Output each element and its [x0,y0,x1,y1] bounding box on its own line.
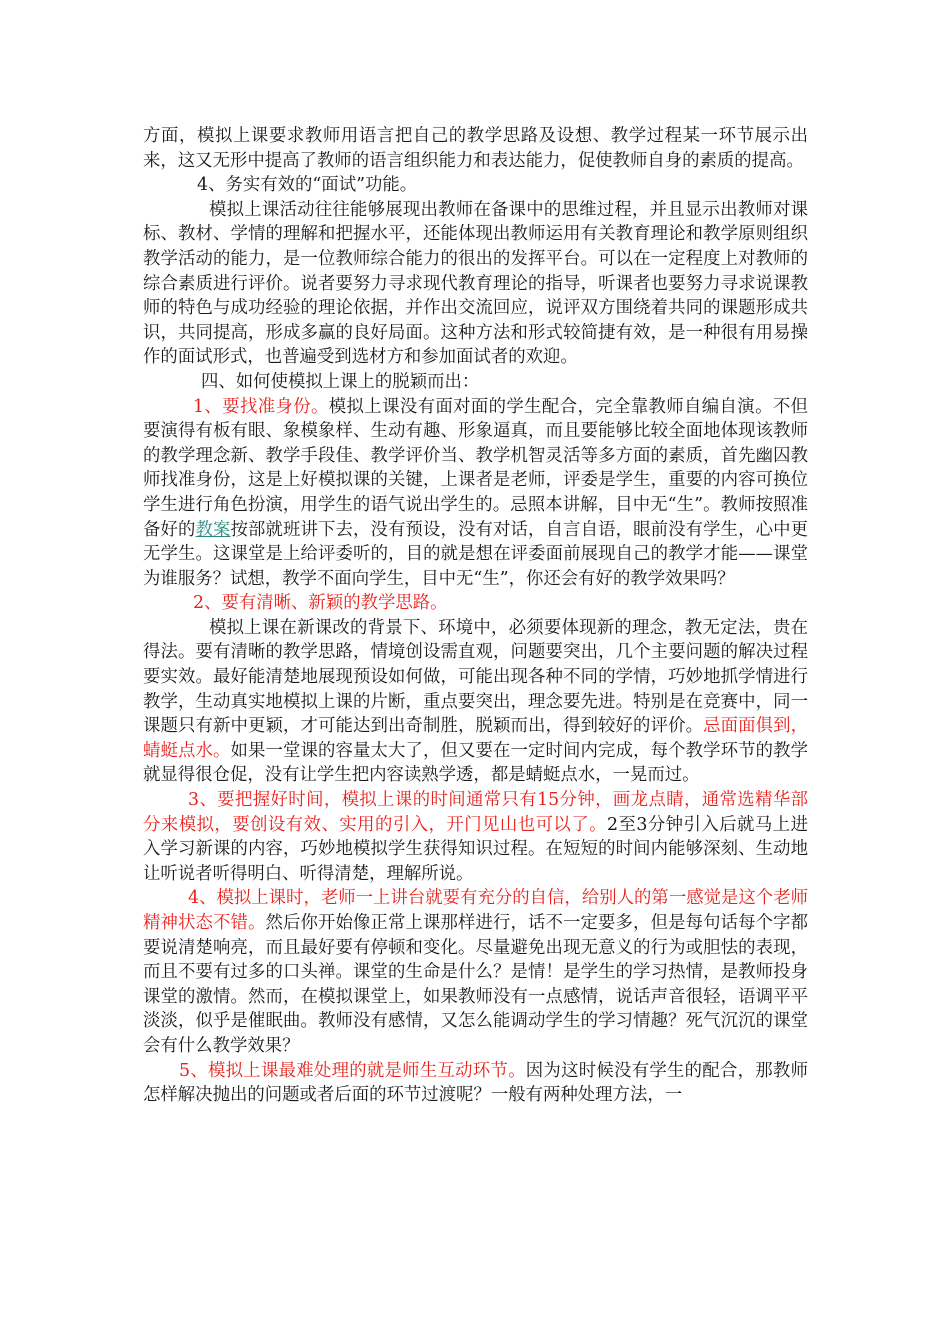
paragraph-point-1 [143,395,808,592]
point-3-text: 2至3分钟引入后就马上进入学习新课的内容，巧妙地模拟学生获得知识过程。在短短的时间内能够深刻、生动地让听说者听得明白、听得清楚，理解所说。 [143,814,808,884]
paragraph-intro-continuation: 方面，模拟上课要求教师用语言把自己的教学思路及设想、教学过程某一环节展示出来，这又无形中提高了教师的语言组织能力和表达能力，促使教师自身的素质的提高。 [143,126,808,171]
lesson-plan-link[interactable]: 教案 [195,519,231,540]
paragraph-interview-function: 模拟上课活动往往能够展现出教师在备课中的思维过程，并且显示出教师对课标、教材、学情的理解和把握水平，还能体现出教师运用有关教育理论和教学原则组织教学活动的能力，是一位教师综合能力的很出的发挥平台。可以在一定程度上对教师的综合素质进行评价。说者要努力寻求现代教育理论的指导，听课者也要努力寻求说课教师的特色与成功经验的理论依据，并作出交流回应，说评双方围绕着共同的课题形成共识，共同提高，形成多赢的良好局面。这种方法和形式较简捷有效，是一种很有用易操作的面试形式，也普遍受到选材方和参加面试者的欢迎。 [143,199,808,368]
paragraph-point-2 [143,616,808,788]
heading-section-four: 四、如何使模拟上课上的脱颖而出： [201,371,480,392]
paragraph-point-4 [143,886,808,1058]
point-2-text-a: 模拟上课在新课改的背景下、环境中，必须要体现新的理念，教无定法，贵在得法。要有清晰的教学思路，情境创设需直观，问题要突出，几个主要问题的解决过程要实效。最好能清楚地展现预设如何做，可能出现各种不同的学情，巧妙地抓学情进行教学，生动真实地模拟上课的片断，重点要突出，理念要先进。特别是在竞赛中，同一课题只有新中更颖，才可能达到出奇制胜，脱颖而出，得到较好的评价。 [143,617,808,737]
document-page [143,124,808,1108]
point-5-heading: 5、模拟上课最难处理的就是师生互动环节。 [179,1060,526,1081]
point-2-warning: 忌面面俱到，蜻蜓点水。 [143,716,808,761]
heading-point-2: 2、要有清晰、新颖的教学思路。 [193,593,448,614]
paragraph-point-5 [143,1059,808,1108]
paragraph-point-3 [143,788,808,886]
heading-interview-function: 4、务实有效的“面试”功能。 [197,175,418,196]
point-1-heading: 1、要找准身份。 [193,396,329,417]
point-4-heading: 4、模拟上课时，老师一上讲台就要有充分的自信，给别人的第一感觉是这个老师精神状态不错。 [143,888,808,933]
point-3-heading: 3、要把握好时间，模拟上课的时间通常只有15分钟，画龙点睛，通常选精华部分来模拟，要创设有效、实用的引入，开门见山也可以了。 [143,790,808,835]
point-1-text-a: 模拟上课没有面对面的学生配合，完全靠教师自编自演。不但要演得有板有眼、象模象样、生动有趣、形象逼真，而且要能够比较全面地体现该教师的教学理念新、教学手段佳、教学评价当、教学机智灵活等多方面的素质，首先幽囚教师找准身份，这是上好模拟课的关键，上课者是老师，评委是学生，重要的内容可换位学生进行角色扮演，用学生的语气说出学生的。忌照本讲解，目中无“生”。教师按照准备好的 [143,396,808,540]
point-2-text-b: 如果一堂课的容量太大了，但又要在一定时间内完成，每个教学环节的教学就显得很仓促，没有让学生把内容读熟学透，都是蜻蜓点水，一晃而过。 [143,740,808,786]
point-5-text: 因为这时候没有学生的配合，那教师怎样解决抛出的问题或者后面的环节过渡呢？一般有两种处理方法，一 [143,1060,808,1106]
point-1-text-b: 按部就班讲下去，没有预设，没有对话，自言自语，眼前没有学生，心中更无学生。这课堂是上给评委听的，目的就是想在评委面前展现自己的教学才能——课堂为谁服务？试想，教学不面向学生，目中无“生”，你还会有好的教学效果吗？ [143,519,808,589]
point-4-text: 然后你开始像正常上课那样进行，话不一定要多，但是每句话每个字都要说清楚响亮，而且最好要有停顿和变化。尽量避免出现无意义的行为或胆怯的表现，而且不要有过多的口头禅。课堂的生命是什么？是情！是学生的学习热情，是教师投身课堂的激情。然而，在模拟课堂上，如果教师没有一点感情，说话声音很轻，语调平平淡淡，似乎是催眠曲。教师没有感情，又怎么能调动学生的学习情趣？死气沉沉的课堂会有什么教学效果？ [143,913,808,1056]
